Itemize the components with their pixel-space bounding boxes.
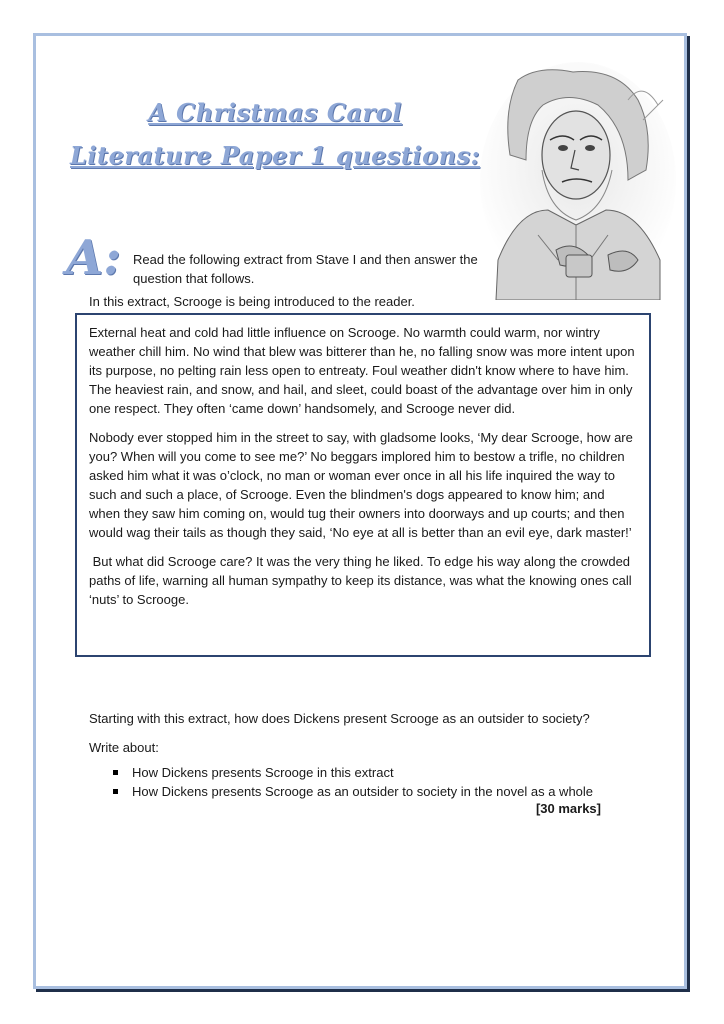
bullet-text: How Dickens presents Scrooge in this extract <box>132 765 394 780</box>
marks-label: [30 marks] <box>535 801 601 816</box>
title-line-1: A Christmas Carol <box>148 98 402 127</box>
bullet-square-icon <box>113 789 118 794</box>
write-about-label: Write about: <box>89 740 159 755</box>
list-item <box>89 763 609 782</box>
title-line-2: Literature Paper 1 questions: <box>70 141 480 170</box>
section-letter: A: <box>66 230 121 286</box>
extract-paragraph: External heat and cold had little influence on Scrooge. No warmth could warm, nor wintry weather chill him. No wind that blew was bitterer than he, no falling snow was more intent upon its purpose, no pelting rain less open to entreaty. Foul weather didn't know where to have him. The heaviest rain, and snow, and hail, and sleet, could boast of the advantage over him in only one respect. They often ‘came down’ handsomely, and Scrooge never did. <box>89 325 635 416</box>
instruction-text: Read the following extract from Stave I and then answer the question that follows. <box>133 252 478 286</box>
list-item <box>89 782 609 801</box>
context-text: In this extract, Scrooge is being introduced to the reader. <box>89 294 415 309</box>
question-prompt: Starting with this extract, how does Dickens present Scrooge as an outsider to society? <box>89 711 590 726</box>
extract-paragraph: Nobody ever stopped him in the street to say, with gladsome looks, ‘My dear Scrooge, how are you? When will you come to see me?’ No beggars implored him to bestow a trifle, no children asked him what it was o’clock, no man or woman ever once in all his life inquired the way to such and such a place, of Scrooge. Even the blindmen's dogs appeared to know him; and when they saw him coming on, would tug their owners into doorways and up courts; and then would wag their tails as though they said, ‘No eye at all is better than an evil eye, dark master!’ <box>89 430 633 540</box>
scrooge-illustration <box>478 60 678 300</box>
extract-paragraph: But what did Scrooge care? It was the very thing he liked. To edge his way along the crowded paths of life, warning all human sympathy to keep its distance, was what the knowing ones call ‘nuts’ to Scrooge. <box>89 554 636 607</box>
extract-box <box>75 313 651 657</box>
bullet-square-icon <box>113 770 118 775</box>
bullet-text: How Dickens presents Scrooge as an outsider to society in the novel as a whole <box>132 784 594 799</box>
bullet-list <box>89 763 609 801</box>
